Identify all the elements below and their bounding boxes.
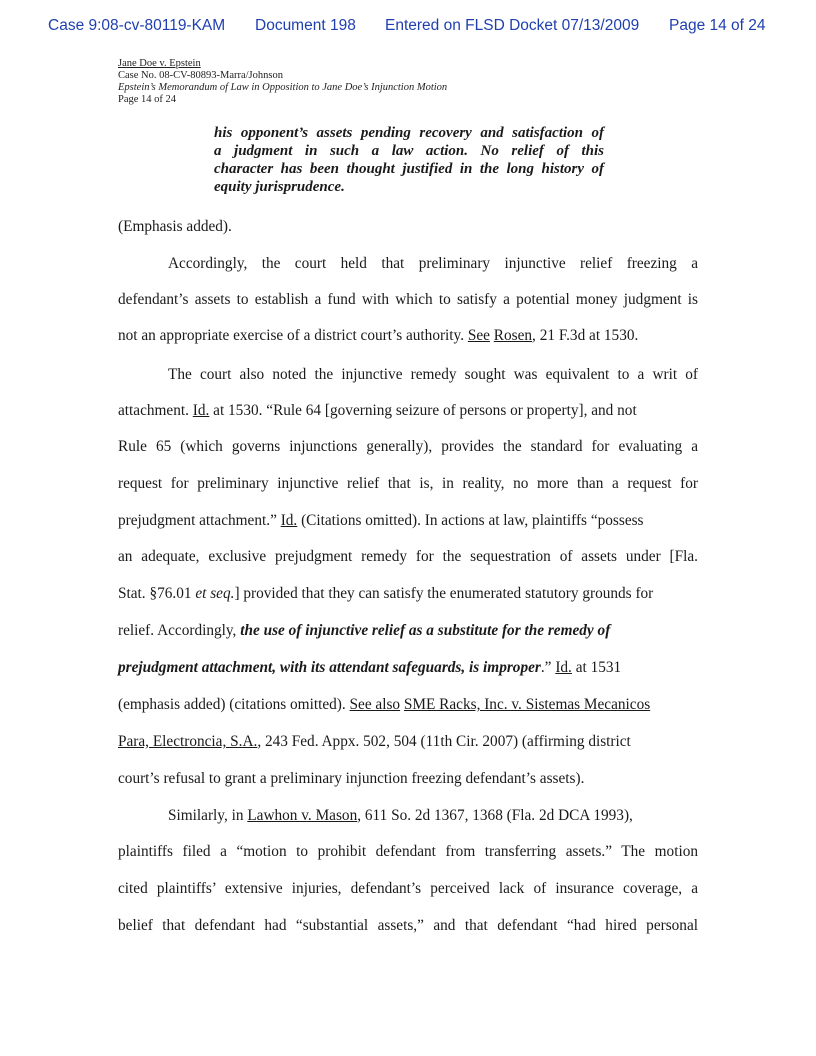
docket-page: Page 14 of 24 <box>669 17 766 34</box>
paragraph-line: prejudgment attachment, with its attendant safeguards, is improper.” Id. at 1531 <box>118 659 622 676</box>
paragraph-line: Rule 65 (which governs injunctions generally), provides the standard for evaluating a <box>118 438 698 455</box>
case-citation: SME Racks, Inc. v. Sistemas Mecanicos <box>403 696 651 713</box>
paragraph-line: Stat. §76.01 et seq.] provided that they can satisfy the enumerated statutory grounds for <box>118 585 654 602</box>
block-quote <box>214 124 604 196</box>
quote-line: a judgment in such a law action. No relief of this <box>214 143 604 159</box>
running-header-case-no: Case No. 08-CV-80893-Marra/Johnson <box>118 70 283 81</box>
paragraph-line: an adequate, exclusive prejudgment remedy for the sequestration of assets under [Fla. <box>118 548 698 565</box>
running-header-memo-title: Epstein’s Memorandum of Law in Opposition to Jane Doe’s Injunction Motion <box>118 82 448 93</box>
paragraph-line: belief that defendant had “substantial assets,” and that defendant “had hired personal <box>118 917 698 934</box>
paragraph-line: The court also noted the injunctive remedy sought was equivalent to a writ of <box>168 366 698 383</box>
paragraph-line: request for preliminary injunctive relief that is, in reality, no more than a request for <box>118 475 698 492</box>
case-citation: Para, Electroncia, S.A. <box>118 733 258 750</box>
paragraph-line: Similarly, in Lawhon v. Mason, 611 So. 2d 1367, 1368 (Fla. 2d DCA 1993), <box>168 807 633 824</box>
paragraph-line: (emphasis added) (citations omitted). See also SME Racks, Inc. v. Sistemas Mecanicos <box>118 696 651 713</box>
paragraph-line: Accordingly, the court held that preliminary injunctive relief freezing a <box>168 255 698 272</box>
paragraph-line: prejudgment attachment.” Id. (Citations omitted). In actions at law, plaintiffs “possess <box>118 512 644 529</box>
paragraph-line: court’s refusal to grant a preliminary injunction freezing defendant’s assets). <box>118 770 585 787</box>
case-citation: Lawhon v. Mason <box>247 807 358 824</box>
paragraph-line: plaintiffs filed a “motion to prohibit defendant from transferring assets.” The motion <box>118 843 698 860</box>
docket-case-number: Case 9:08-cv-80119-KAM <box>48 17 226 34</box>
running-header-page: Page 14 of 24 <box>118 94 177 105</box>
paragraph-line: cited plaintiffs’ extensive injuries, defendant’s perceived lack of insurance coverage, a <box>118 880 698 897</box>
case-citation: Rosen <box>493 327 533 344</box>
docket-entered: Entered on FLSD Docket 07/13/2009 <box>385 17 640 34</box>
paragraph-line: defendant’s assets to establish a fund with which to satisfy a potential money judgment is <box>118 291 698 308</box>
quote-line: character has been thought justified in the long history of <box>214 161 604 177</box>
paragraph-line: not an appropriate exercise of a district court’s authority. See Rosen, 21 F.3d at 1530. <box>118 327 639 344</box>
paragraph-line: attachment. Id. at 1530. “Rule 64 [governing seizure of persons or property], and not <box>118 402 637 419</box>
emphasis-note: (Emphasis added). <box>118 218 232 235</box>
paragraph-line: relief. Accordingly, the use of injunctive relief as a substitute for the remedy of <box>118 622 611 639</box>
quote-line: his opponent’s assets pending recovery and satisfaction of <box>214 125 604 141</box>
running-header-caption: Jane Doe v. Epstein <box>118 58 201 69</box>
paragraph-line: Para, Electroncia, S.A., 243 Fed. Appx. 502, 504 (11th Cir. 2007) (affirming district <box>118 733 631 750</box>
quote-line: equity jurisprudence. <box>214 179 345 195</box>
docket-document-number: Document 198 <box>255 17 356 34</box>
